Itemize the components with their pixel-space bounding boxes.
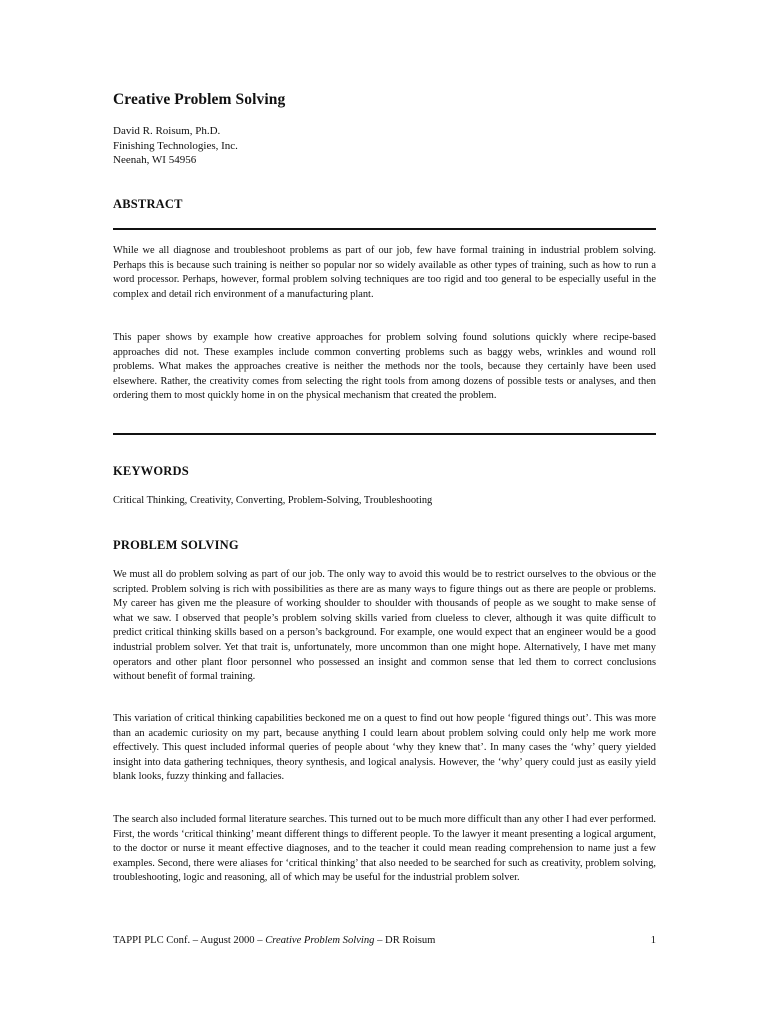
document-page — [113, 0, 656, 1024]
footer-author: – DR Roisum — [374, 935, 436, 946]
page-number: 1 — [650, 935, 656, 946]
problem-solving-heading: PROBLEM SOLVING — [113, 538, 239, 552]
problem-solving-paragraph-2: This variation of critical thinking capabilities beckoned me on a quest to find out how people ‘figured things out’. This was more than an academic curiosity on my part, because anything I could learn about problem solving could only help me work more effectively. This quest included informal queries of people about ‘why they knew that’. In many cases the ‘why’ query yielded insight into data gathering techniques, theory synthesis, and logical analysis. However, the ‘why’ query could just as easily yield blank looks, fuzzy thinking and fallacies. — [113, 713, 656, 783]
keywords-heading: KEYWORDS — [113, 464, 189, 478]
author-company: Finishing Technologies, Inc. — [113, 139, 238, 152]
problem-solving-paragraph-1: We must all do problem solving as part of our job. The only way to avoid this would be to restrict ourselves to the obvious or the scripted. Problem solving is rich with possibilities as there are as many ways to figure things out as there are people or problems. My career has given me the pleasure of working shoulder to shoulder with thousands of people as we sought to make sense of what we saw. I observed that people’s problem solving skills varied from clueless to clever, although it was quite difficult to predict critical thinking skills based on a person’s background. For example, one would expect that an engineer would be a good industrial problem solver. Yet that trait is, unfortunately, more uncommon than one might hope. Alternatively, I have met many operators and other plant floor personnel who possessed an insight and common sense that led them to correct conclusions without benefit of formal training. — [113, 569, 656, 683]
abstract-heading: ABSTRACT — [113, 197, 183, 211]
abstract-paragraph-1: While we all diagnose and troubleshoot problems as part of our job, few have formal training in industrial problem solving. Perhaps this is because such training is neither so popular nor so widely available as other types of training, such as how to run a word processor. Perhaps, however, formal problem solving techniques are too rigid and too general to be especially useful in the complex and detail rich environment of a manufacturing plant. — [113, 245, 656, 300]
abstract-bottom-rule — [113, 433, 656, 435]
abstract-top-rule — [113, 228, 656, 230]
page-footer — [113, 935, 656, 946]
keywords-text: Critical Thinking, Creativity, Converting, Problem-Solving, Troubleshooting — [113, 495, 433, 506]
author-block — [113, 124, 238, 168]
paper-title: Creative Problem Solving — [113, 91, 286, 108]
author-location: Neenah, WI 54956 — [113, 154, 197, 166]
abstract-paragraph-2: This paper shows by example how creative approaches for problem solving found solutions quickly where recipe-based approaches did not. These examples include common converting problems such as baggy webs, wrinkles and wound roll problems. What makes the approaches creative is neither the methods nor the tools, because they certainly have been used elsewhere. Rather, the creativity comes from selecting the right tools from among dozens of possible tests or analyses, and then ordering them to most quickly home in on the physical mechanism that created the problem. — [113, 332, 656, 402]
problem-solving-paragraph-3: The search also included formal literature searches. This turned out to be much more difficult than any other I had ever performed. First, the words ‘critical thinking’ meant different things to different people. To the lawyer it meant presenting a logical argument, to the doctor or nurse it meant effective diagnoses, and to the teacher it could mean reading comprehension to name just a few examples. Second, there were aliases for ‘critical thinking’ that also needed to be searched for such as creativity, problem solving, troubleshooting, logic and reasoning, all of which may be useful for the industrial problem solver. — [113, 814, 656, 884]
footer-paper-title: Creative Problem Solving — [265, 935, 375, 946]
author-name: David R. Roisum, Ph.D. — [113, 125, 221, 137]
footer-conference: TAPPI PLC Conf. – August 2000 – — [113, 935, 266, 946]
